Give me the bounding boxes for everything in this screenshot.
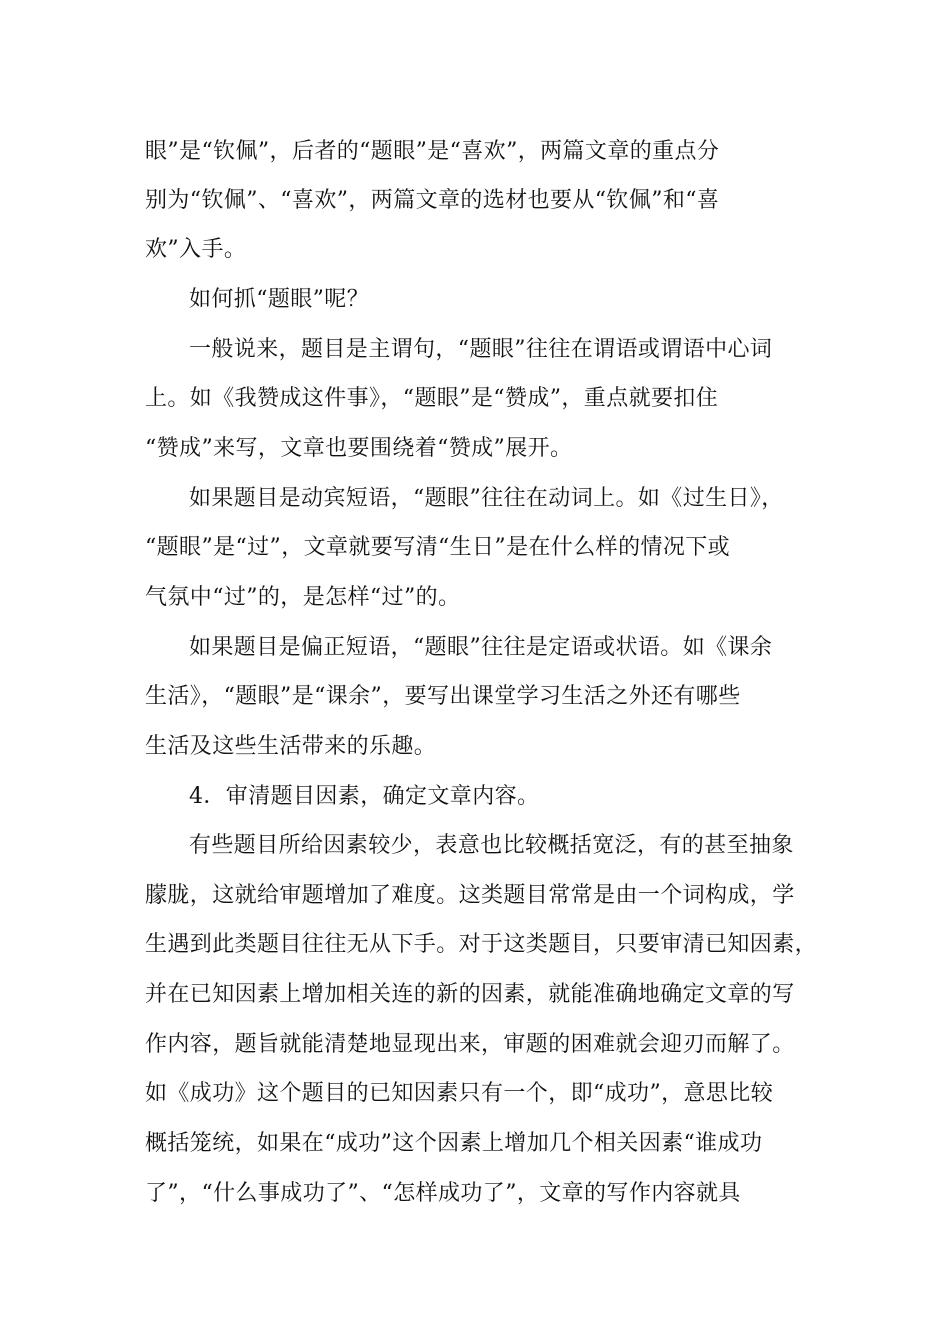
text-line: “题眼”是“过”，文章就要写清“生日”是在什么样的情况下或 — [145, 535, 731, 560]
text-line: 生活》，“题眼”是“课余”，要写出课堂学习生活之外还有哪些 — [145, 684, 741, 709]
paragraph-heading: 如何抓“题眼”呢？ — [189, 287, 370, 312]
text-line: 一般说来，题目是主谓句，“题眼”往往在谓语或谓语中心词 — [189, 337, 773, 362]
text-line: 了”，“什么事成功了”、“怎样成功了”，文章的写作内容就具 — [145, 1181, 741, 1206]
section-heading: 4．审清题目因素，确定文章内容。 — [189, 784, 540, 809]
text-line: 气氛中“过”的，是怎样“过”的。 — [145, 585, 461, 610]
text-line: 如《成功》这个题目的已知因素只有一个，即“成功”，意思比较 — [145, 1081, 774, 1106]
text-line: 生活及这些生活带来的乐趣。 — [145, 734, 437, 759]
text-line: 别为“钦佩”、“喜欢”，两篇文章的选材也要从“钦佩”和“喜 — [145, 188, 720, 213]
text-line: 概括笼统，如果在“成功”这个因素上增加几个相关因素“谁成功 — [145, 1131, 763, 1156]
text-line: 朦胧，这就给审题增加了难度。这类题目常常是由一个词构成，学 — [145, 883, 795, 908]
text-line: 生遇到此类题目往往无从下手。对于这类题目，只要审清已知因素， — [145, 932, 818, 957]
text-line: 作内容，题旨就能清楚地显现出来，审题的困难就会迎刃而解了。 — [145, 1032, 795, 1057]
text-line: 上。如《我赞成这件事》，“题眼”是“赞成”，重点就要扣住 — [145, 386, 719, 411]
text-line: 眼”是“钦佩”，后者的“题眼”是“喜欢”，两篇文章的重点分 — [145, 139, 720, 164]
text-line: 欢”入手。 — [145, 237, 247, 262]
text-line: 如果题目是偏正短语，“题眼”往往是定语或状语。如《课余 — [189, 635, 773, 660]
text-line: 有些题目所给因素较少，表意也比较概括宽泛，有的甚至抽象 — [189, 833, 794, 858]
text-line: 并在已知因素上增加相关连的新的因素，就能准确地确定文章的写 — [145, 982, 795, 1007]
text-line: “赞成”来写，文章也要围绕着“赞成”展开。 — [145, 436, 573, 461]
text-line: 如果题目是动宾短语，“题眼”往往在动词上。如《过生日》， — [189, 486, 784, 511]
